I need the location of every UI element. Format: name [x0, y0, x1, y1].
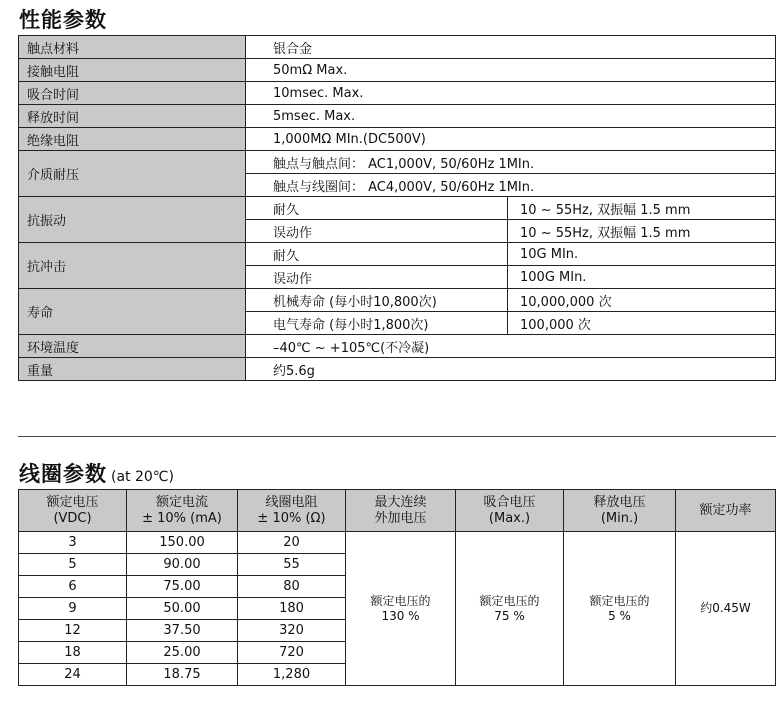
shock-endurance-label: 耐久	[246, 243, 508, 266]
table-header-row	[19, 490, 776, 532]
shock-malfunction-value: 100G MIn.	[508, 266, 776, 289]
cell-current: 37.50	[127, 620, 238, 642]
cell-voltage: 12	[19, 620, 127, 642]
cell-voltage: 3	[19, 532, 127, 554]
performance-title: 性能参数	[19, 8, 107, 32]
table-row	[19, 36, 776, 59]
table-row	[19, 151, 776, 174]
cell-pickup-voltage: 额定电压的 75 %	[456, 532, 564, 686]
ambient-temperature-label: 环境温度	[19, 335, 246, 358]
table-row	[19, 243, 776, 266]
cell-current: 90.00	[127, 554, 238, 576]
table-row	[19, 82, 776, 105]
coil-title-text: 线圈参数	[19, 462, 107, 486]
cell-current: 150.00	[127, 532, 238, 554]
table-row	[19, 289, 776, 312]
dielectric-contact-contact: 触点与触点间： AC1,000V, 50/60Hz 1MIn.	[246, 151, 776, 174]
mechanical-life-value: 10,000,000 次	[508, 289, 776, 312]
table-row	[19, 335, 776, 358]
cell-current: 18.75	[127, 664, 238, 686]
cell-resistance: 180	[238, 598, 346, 620]
cell-voltage: 18	[19, 642, 127, 664]
cell-max-voltage: 额定电压的 130 %	[346, 532, 456, 686]
cell-resistance: 80	[238, 576, 346, 598]
header-release-voltage: 释放电压 (Min.)	[564, 490, 676, 532]
contact-material-value: 银合金	[246, 36, 776, 59]
release-time-label: 释放时间	[19, 105, 246, 128]
vibration-malfunction-value: 10 ~ 55Hz, 双振幅 1.5 mm	[508, 220, 776, 243]
cell-resistance: 1,280	[238, 664, 346, 686]
table-row	[19, 358, 776, 381]
vibration-endurance-label: 耐久	[246, 197, 508, 220]
header-rated-current: 额定电流 ± 10% (mA)	[127, 490, 238, 532]
contact-resistance-label: 接触电阻	[19, 59, 246, 82]
electrical-life-label: 电气寿命 (每小时1,800次)	[246, 312, 508, 335]
contact-resistance-value: 50mΩ Max.	[246, 59, 776, 82]
vibration-malfunction-label: 误动作	[246, 220, 508, 243]
dielectric-contact-coil: 触点与线圈间： AC4,000V, 50/60Hz 1MIn.	[246, 174, 776, 197]
header-rated-voltage: 额定电压 (VDC)	[19, 490, 127, 532]
cell-resistance: 55	[238, 554, 346, 576]
life-label: 寿命	[19, 289, 246, 335]
coil-subtitle: (at 20℃)	[111, 469, 174, 485]
coil-table	[18, 489, 776, 686]
table-row	[19, 197, 776, 220]
weight-value: 约5.6g	[246, 358, 776, 381]
cell-resistance: 320	[238, 620, 346, 642]
shock-label: 抗冲击	[19, 243, 246, 289]
cell-resistance: 720	[238, 642, 346, 664]
release-time-value: 5msec. Max.	[246, 105, 776, 128]
header-rated-power: 额定功率	[676, 490, 776, 532]
coil-title	[19, 458, 174, 488]
weight-label: 重量	[19, 358, 246, 381]
shock-endurance-value: 10G MIn.	[508, 243, 776, 266]
shock-malfunction-label: 误动作	[246, 266, 508, 289]
table-row	[19, 59, 776, 82]
cell-rated-power: 约0.45W	[676, 532, 776, 686]
table-row	[19, 532, 776, 554]
header-max-voltage: 最大连续 外加电压	[346, 490, 456, 532]
insulation-resistance-value: 1,000MΩ MIn.(DC500V)	[246, 128, 776, 151]
cell-current: 50.00	[127, 598, 238, 620]
table-row	[19, 105, 776, 128]
cell-voltage: 6	[19, 576, 127, 598]
cell-release-voltage: 额定电压的 5 %	[564, 532, 676, 686]
cell-voltage: 24	[19, 664, 127, 686]
vibration-endurance-value: 10 ~ 55Hz, 双振幅 1.5 mm	[508, 197, 776, 220]
cell-current: 75.00	[127, 576, 238, 598]
ambient-temperature-value: –40℃ ~ +105℃(不冷凝)	[246, 335, 776, 358]
header-coil-resistance: 线圈电阻 ± 10% (Ω)	[238, 490, 346, 532]
dielectric-strength-label: 介质耐压	[19, 151, 246, 197]
cell-voltage: 9	[19, 598, 127, 620]
performance-table	[18, 35, 776, 381]
operate-time-label: 吸合时间	[19, 82, 246, 105]
operate-time-value: 10msec. Max.	[246, 82, 776, 105]
contact-material-label: 触点材料	[19, 36, 246, 59]
vibration-label: 抗振动	[19, 197, 246, 243]
header-pickup-voltage: 吸合电压 (Max.)	[456, 490, 564, 532]
cell-voltage: 5	[19, 554, 127, 576]
insulation-resistance-label: 绝缘电阻	[19, 128, 246, 151]
cell-resistance: 20	[238, 532, 346, 554]
table-row	[19, 128, 776, 151]
section-divider	[18, 436, 776, 437]
mechanical-life-label: 机械寿命 (每小时10,800次)	[246, 289, 508, 312]
electrical-life-value: 100,000 次	[508, 312, 776, 335]
cell-current: 25.00	[127, 642, 238, 664]
